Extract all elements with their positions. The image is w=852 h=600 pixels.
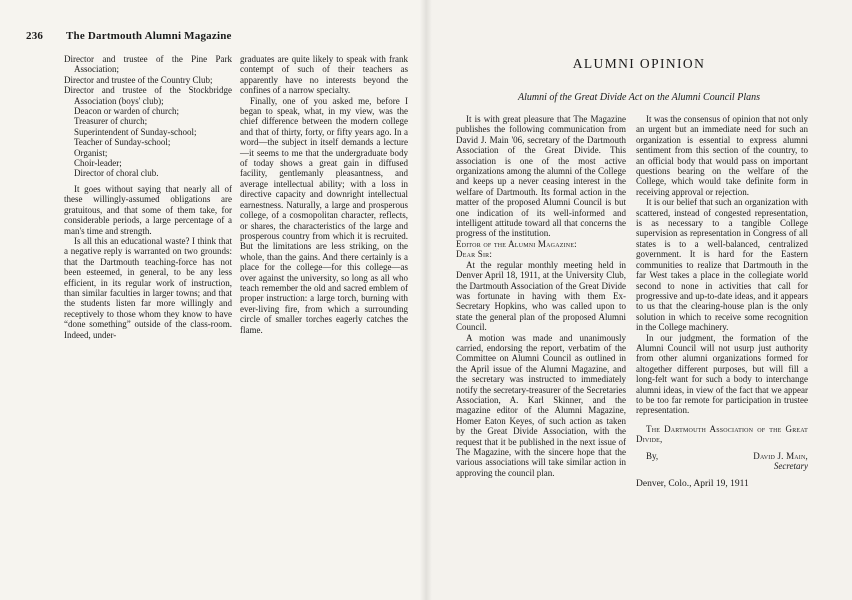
paragraph: At the regular monthly meeting held in Denver April 18, 1911, at the University Club, the Dartmouth Association of the Great Divide was fortunate in having with them Ex-Secretary Hopkins, who was called upon to state the general plan of the proposed Alumni Council. (456, 259, 626, 333)
list-item: Choir-leader; (74, 158, 122, 169)
page-number: 236 (26, 30, 44, 42)
salutation-to: Editor of the Alumni Magazine: (456, 238, 577, 249)
list-item: Director and trustee of the Country Club; (64, 74, 213, 85)
paragraph: It goes without saying that nearly all of these willingly-assumed obligations are gratuitous, and that some of them take, for considerable periods, a large percentage of a man's time and strength. (64, 183, 232, 236)
list-item: Superintendent of Sunday-school; (74, 126, 197, 137)
list-item: Director of choral club. (74, 168, 159, 179)
salutation-dear: Dear Sir: (456, 249, 493, 260)
right-column-2 (636, 114, 808, 490)
right-column-1 (456, 114, 626, 478)
signoff-by: By, (646, 450, 659, 461)
list-item: Director and trustee of the Pine Park Association; (64, 54, 232, 75)
trustee-list (64, 54, 232, 179)
left-column-2 (240, 54, 408, 335)
intro-paragraph: It is with great pleasure that The Magazine publishes the following communication from David J. Main '06, secretary of the Dartmouth Association of the Great Divide. This association is one of the most active organizations among the alumni of the College and keeps up a never ceasing interest in the welfare of Dartmouth. Its formal action in the matter of the proposed Alumni Council is but one indication of its well-informed and intelligent attitude toward all that concerns the progress of the institution. (456, 114, 626, 239)
list-item: Teacher of Sunday-school; (74, 137, 171, 148)
running-title: The Dartmouth Alumni Magazine (66, 30, 232, 42)
paragraph: graduates are quite likely to speak with frank contempt of such of their teachers as apparently have no interests beyond the confines of a narrow specialty. (240, 54, 408, 96)
page-gutter (420, 0, 432, 600)
left-column-1 (64, 54, 232, 340)
list-item: Director and trustee of the Stockbridge Association (boys' club); (64, 85, 232, 106)
paragraph: It was the consensus of opinion that not only an urgent but an immediate need for such an organization is essential to express alumni sentiment from this section of the country, to an official body that would pass on important questions bearing on the welfare of the College, which would take definite form in receiving approval or rejection. (636, 114, 808, 197)
signature-block (636, 424, 808, 490)
signoff-name: David J. Main, (753, 450, 808, 461)
paragraph: Is all this an educational waste? I think that a negative reply is warranted on two grounds: that the Dartmouth teaching-force has not been esteemed, in general, to be any less efficient, in its regular work of instruction, than similar faculties in larger towns; and that the students listen far more willingly and receptively to those whom they know to have “done something” outside of the class-room. Indeed, under- (64, 235, 232, 340)
section-title: ALUMNI OPINION (572, 56, 706, 71)
running-head (26, 30, 396, 46)
paragraph: In our judgment, the formation of the Alumni Council will not usurp just authority from other alumni organizations formed for altogether different purposes, but will fill a long-felt want for such a body to interchange alumni ideas, in view of the fact that we appear to be too far remote for participation in trustee representation. (636, 332, 808, 416)
article-title: Alumni of the Great Divide Act on the Alumni Council Plans (517, 92, 760, 103)
paragraph: A motion was made and unanimously carried, endorsing the report, verbatim of the Committee on Alumni Council as outlined in the April issue of the Alumni Magazine, and the secretary was instructed to immediately notify the secretary-treasurer of the Secretaries Association, A. Karl Skinner, and the magazine editor of the Alumni Magazine, Homer Eaton Keyes, of such action as taken by the Great Divide Association, with the request that it be published in the next issue of The Magazine, with the sincere hope that the various associations will take similar action in approving the council plan. (456, 332, 626, 478)
list-item: Treasurer of church; (74, 116, 148, 127)
signoff-title: Secretary (773, 461, 808, 471)
paragraph: It is our belief that such an organization with scattered, instead of congested representation, is as necessary to a tangible College supervision as representation in Congress of all states is to a well-balanced, centralized government. It is hard for the Eastern communities to realize that Dartmouth in the far West takes a place in the collegiate world second to none in activities that call for progressive and up-to-date ideas, and it appears to us that the clearing-house plan is the only solution in which to receive some recognition in the College machinery. (636, 197, 808, 333)
list-item: Deacon or warden of church; (74, 106, 179, 117)
signoff-line (636, 451, 808, 461)
list-item: Organist; (74, 147, 108, 158)
dateline: Denver, Colo., April 19, 1911 (636, 479, 749, 490)
signoff-organization: The Dartmouth Association of the Great Divide, (636, 423, 808, 445)
paragraph: Finally, one of you asked me, before I began to speak, what, in my view, was the chief difference between the modern college and that of thirty, forty, or fifty years ago. In a word—the subject in itself demands a lecture—it seems to me that the undergraduate body of today shows a great gain in diffused facility, gentlemanly pleasantness, and average intellectual ability; with a loss in directive capacity and downright intellectual earnestness. Naturally, a large and prosperous college, of a cosmopolitan character, reflects, or shares, the characteristics of the large and prosperous country from which it is recruited. But the limitations are less striking, on the whole, than the gains. And there certainly is a place for the college—for this college—as over against the university, so long as all who teach remember the old and sacred emblem of proper instruction: a large torch, burning with ever-living fire, from which a surrounding circle of smaller torches eagerly catches the flame. (240, 95, 408, 335)
